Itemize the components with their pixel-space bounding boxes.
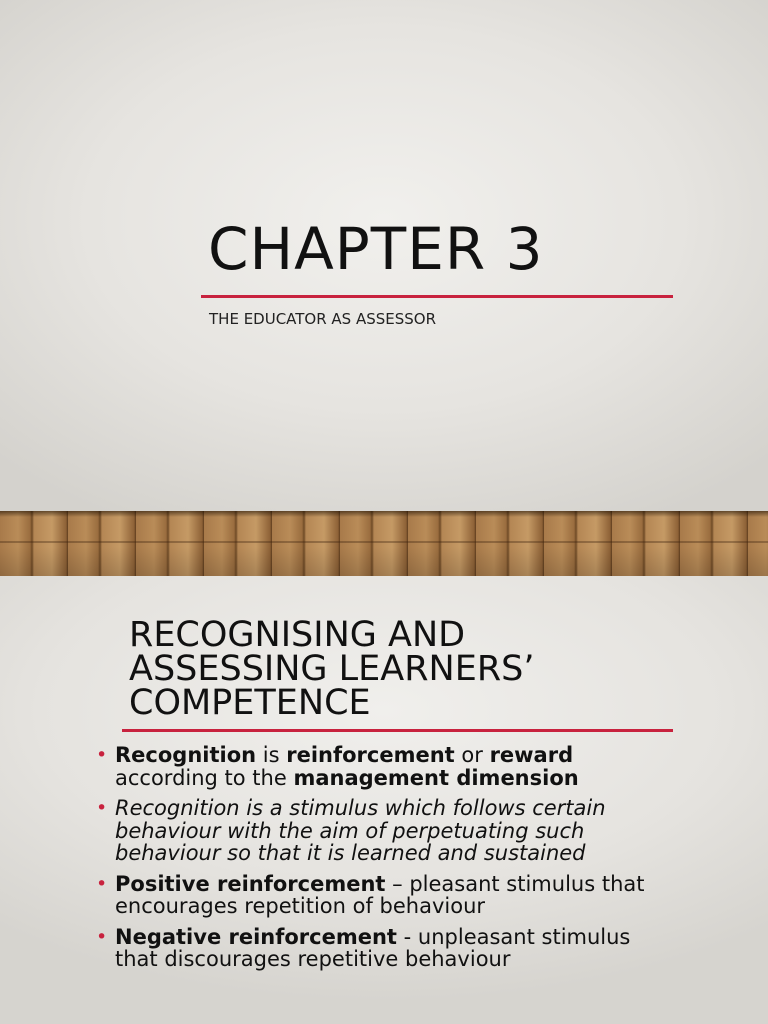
bullet-text: according to the <box>115 765 294 790</box>
content-slide <box>0 576 768 1024</box>
bullet-item <box>96 926 676 971</box>
heading-line: ASSESSING LEARNERS’ <box>129 649 535 689</box>
bullet-item <box>96 873 676 918</box>
bullet-list <box>96 744 676 979</box>
bullet-text: Recognition is a stimulus which follows certain behaviour with the aim of perpetuating such behaviour so that it is learned and sustained <box>115 796 606 865</box>
bullet-icon: • <box>96 744 108 766</box>
heading-line: RECOGNISING AND <box>129 615 466 655</box>
bullet-term: Recognition <box>115 743 257 767</box>
bullet-term: reward <box>489 743 574 767</box>
bullet-icon: • <box>96 925 108 948</box>
bullet-term: reinforcement <box>286 743 455 767</box>
slide-title: CHAPTER 3 <box>208 215 544 283</box>
slide-heading <box>129 615 689 723</box>
bullet-text: – pleasant stimulus that encourages repetition of behaviour <box>115 871 645 918</box>
title-divider <box>201 295 673 298</box>
wooden-floor-image <box>0 511 768 576</box>
bullet-item <box>96 744 676 789</box>
bullet-term: Positive reinforcement <box>115 871 386 896</box>
slide-subtitle: THE EDUCATOR AS ASSESSOR <box>209 310 437 328</box>
bullet-icon: • <box>96 872 108 895</box>
bullet-text: - unpleasant stimulus that discourages repetitive behaviour <box>115 924 631 971</box>
bullet-text: is <box>256 743 287 767</box>
bullet-text: or <box>454 743 490 767</box>
bullet-icon: • <box>96 797 108 819</box>
bullet-term: management dimension <box>293 765 579 790</box>
heading-divider <box>122 729 673 732</box>
heading-line: COMPETENCE <box>129 683 371 723</box>
bullet-term: Negative reinforcement <box>115 924 397 949</box>
bullet-item <box>96 797 676 865</box>
